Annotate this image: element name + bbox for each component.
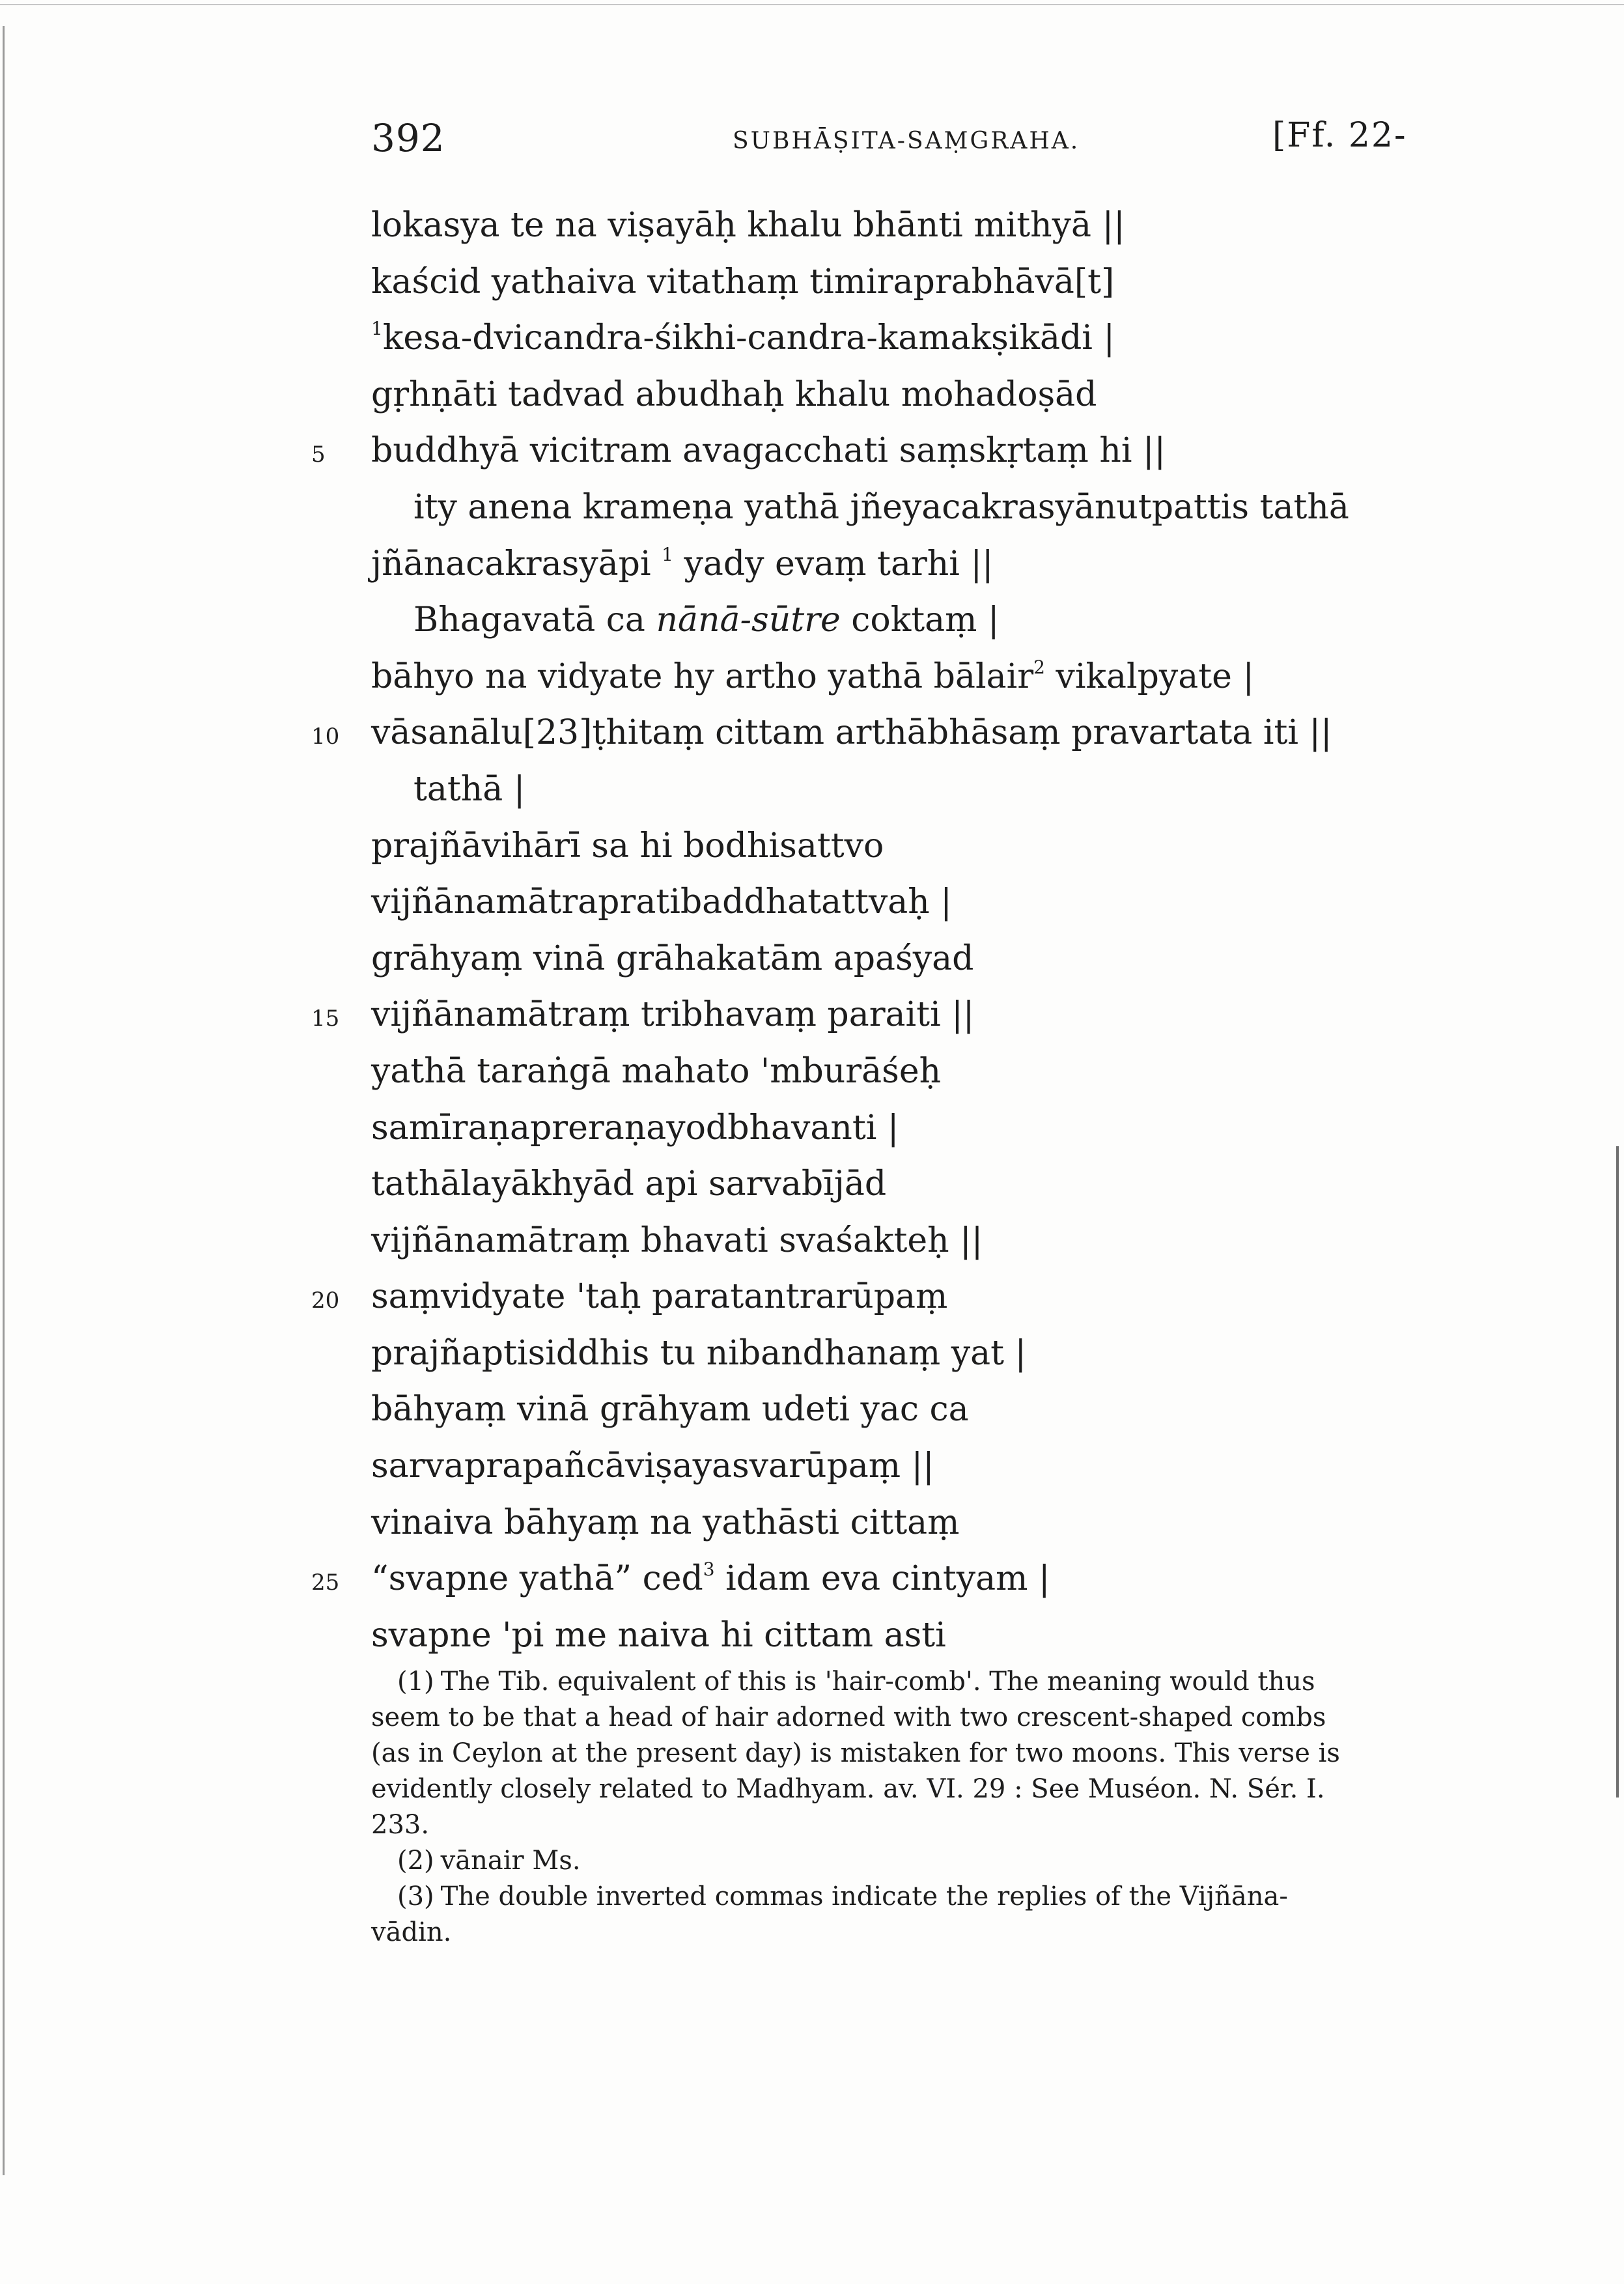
line-number: 15 [311, 1006, 340, 1032]
footnote-line: seem to be that a head of hair adorned with two crescent-shaped combs [371, 1702, 1326, 1732]
sutra-title: nānā-sūtre [656, 600, 841, 640]
footnote-line: evidently closely related to Madhyam. av. VI. 29 : See Muséon. N. Sér. I. [371, 1774, 1325, 1804]
page-number: 392 [371, 116, 445, 160]
footnote-line: (3) The double inverted commas indicate the replies of the Vijñāna- [397, 1882, 1288, 1911]
footnote-mark: (2) [397, 1846, 434, 1876]
line-number: 5 [311, 442, 326, 468]
text-line: gṛhṇāti tadvad abudhaḥ khalu mohadoṣād [371, 374, 1097, 414]
text-line: svapne 'pi me naiva hi cittam asti [371, 1615, 946, 1655]
text-line: vinaiva bāhyaṃ na yathāsti cittaṃ [371, 1502, 960, 1542]
line-number: 10 [311, 724, 340, 750]
text-line: 10 vāsanālu[23]ṭhitaṃ cittam arthābhāsaṃ pravartata iti || [371, 705, 1465, 761]
text-line: tathā | [413, 769, 525, 809]
page-header [371, 116, 1433, 168]
text-line: grāhyaṃ vinā grāhakatām apaśyad [371, 938, 974, 978]
footnote-line: (1) The Tib. equivalent of this is 'hair-comb'. The meaning would thus [397, 1667, 1315, 1697]
verse-body [311, 197, 1465, 1663]
text-line: vijñānamātrapratibaddhatattvaḥ | [371, 882, 952, 922]
line-number: 25 [311, 1570, 340, 1596]
text-line: sarvaprapañcāviṣayasvarūpaṃ || [371, 1446, 934, 1486]
text-line: samīraṇapreraṇayodbhavanti | [371, 1108, 899, 1148]
text-line: prajñaptisiddhis tu nibandhanaṃ yat | [371, 1333, 1027, 1373]
running-title: SUBHĀṢITA-SAṂGRAHA. [733, 128, 1080, 154]
footnote-line: (2) vānair Ms. [397, 1846, 581, 1876]
text-line: 25 “svapne yathā” ced$^3$ idam eva cintyam | [371, 1551, 1465, 1607]
text-line: lokasya te na viṣayāḥ khalu bhānti mithyā || [371, 206, 1125, 245]
text-line: jñānacakrasyāpi $^1$ yady evaṃ tarhi || [371, 543, 994, 584]
scan-top-edge [0, 4, 1624, 5]
footnote-line: 233. [371, 1810, 430, 1840]
footnote-ref: 3 [703, 1558, 715, 1581]
folio-reference: [Ff. 22- [1272, 116, 1407, 155]
scan-left-edge [3, 26, 5, 2175]
text-line: yathā taraṅgā mahato 'mburāśeḥ [371, 1051, 942, 1091]
text-line: vijñānamātraṃ bhavati svaśakteḥ || [371, 1220, 983, 1260]
line-number: 20 [311, 1288, 340, 1314]
text-line: bāhyo na vidyate hy artho yathā bālair$^2$ vikalpyate | [371, 656, 1254, 696]
text-line: 15 vijñānamātraṃ tribhavaṃ paraiti || [371, 987, 1465, 1043]
footnotes [371, 1664, 1426, 1951]
text-line: $^1$kesa-dvicandra-śikhi-candra-kamakṣikādi | [371, 318, 1115, 358]
text-line: kaścid yathaiva vitathaṃ timiraprabhāvā[t] [371, 262, 1115, 302]
footnote-mark: (3) [397, 1882, 434, 1911]
text-line: bāhyaṃ vinā grāhyam udeti yac ca [371, 1390, 969, 1430]
footnote-ref: 1 [662, 543, 673, 565]
footnote-mark: (1) [397, 1667, 434, 1697]
text-line: 20 saṃvidyate 'taḥ paratantrarūpaṃ [371, 1269, 1465, 1325]
footnote-line: (as in Ceylon at the present day) is mistaken for two moons. This verse is [371, 1738, 1340, 1768]
text-line: tathālayākhyād api sarvabījād [371, 1164, 887, 1204]
text-line: Bhagavatā ca nānā-sūtre coktaṃ | [413, 600, 1000, 640]
scan-right-edge [1616, 1146, 1619, 1798]
footnote-ref: 1 [371, 318, 383, 340]
footnote-line: vādin. [371, 1917, 452, 1947]
text-line: ity anena krameṇa yathā jñeyacakrasyānutpattis tathā [413, 487, 1349, 527]
footnote-ref: 2 [1033, 656, 1045, 678]
text-line: prajñāvihārī sa hi bodhisattvo [371, 826, 884, 866]
text-line: 5 buddhyā vicitram avagacchati saṃskṛtaṃ hi || [371, 423, 1465, 479]
